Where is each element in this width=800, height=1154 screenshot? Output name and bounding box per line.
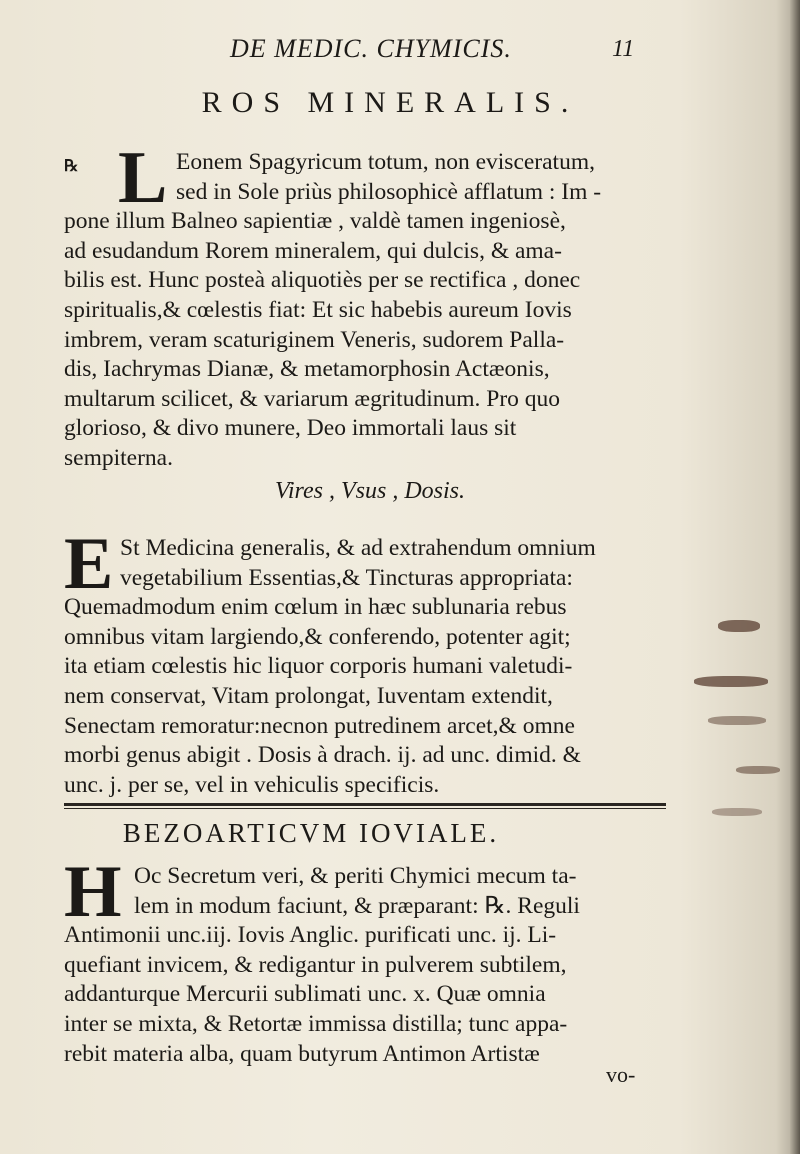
ink-stain: [712, 808, 762, 816]
text-line: unc. j. per se, vel in vehiculis specificis.: [64, 771, 440, 798]
section3-body: [64, 851, 674, 1069]
text-line: pone illum Balneo sapientiæ , valdè tamen ingeniosè,: [64, 208, 566, 235]
catchword: vo-: [606, 1062, 636, 1087]
text-line: imbrem, veram scaturiginem Veneris, sudorem Palla-: [64, 326, 565, 353]
section2-body: [64, 523, 674, 800]
text-line: omnibus vitam largiendo,& conferendo, potenter agit;: [64, 623, 571, 650]
drop-cap-e: E: [64, 523, 114, 605]
text-line: bilis est. Hunc posteà aliquotiès per se rectifica , donec: [64, 267, 581, 294]
text-line: morbi genus abigit . Dosis à drach. ij. ad unc. dimid. &: [64, 742, 581, 769]
text-line: dis, Iachrymas Dianæ, & metamorphosin Actæonis,: [64, 356, 550, 383]
page-edge-shadow: [790, 0, 800, 1154]
text-line: Eonem Spagyricum totum, non evisceratum,: [176, 149, 595, 175]
drop-cap-l: L: [118, 137, 168, 219]
section1-body: [64, 137, 674, 474]
subsection-title-vires-usus-dosis: Vires , Vsus , Dosis.: [274, 478, 465, 504]
text-line: Quemadmodum enim cœlum in hæc sublunaria rebus: [64, 594, 567, 621]
section-divider-rule-thin: [64, 808, 666, 809]
recipe-mark: ℞: [64, 158, 79, 175]
ink-stain: [736, 766, 780, 774]
text-line: vegetabilium Essentias,& Tincturas appropriata:: [120, 564, 573, 591]
text-line: glorioso, & divo munere, Deo immortali laus sit: [64, 415, 517, 442]
text-line: Senectam remoratur:necnon putredinem arcet,& omne: [64, 712, 575, 739]
text-line: lem in modum faciunt, & præparant: ℞. Reguli: [134, 892, 580, 919]
text-line: sed in Sole priùs philosophicè afflatum : Im -: [176, 178, 602, 205]
text-line: addanturque Mercurii sublimati unc. x. Quæ omnia: [64, 981, 546, 1008]
text-line: quefiant invicem, & redigantur in pulverem subtilem,: [64, 951, 567, 978]
text-line: spiritualis,& cœlestis fiat: Et sic habebis aureum Iovis: [64, 296, 572, 323]
ink-stain: [694, 676, 768, 687]
text-line: multarum scilicet, & variarum ægritudinum. Pro quo: [64, 385, 561, 412]
text-line: ad esudandum Rorem mineralem, qui dulcis, & ama-: [64, 237, 562, 264]
text-line: sempiterna.: [64, 444, 173, 471]
page-number: 11: [612, 36, 635, 62]
text-line: rebit materia alba, quam butyrum Antimon Artistæ: [64, 1040, 540, 1067]
section-divider-rule: [64, 803, 666, 806]
ink-stain: [708, 716, 766, 725]
text-line: ita etiam cœlestis hic liquor corporis humani valetudi-: [64, 653, 573, 680]
running-title: DE MEDIC. CHYMICIS.: [230, 34, 512, 63]
section-title-ros-mineralis: ROS MINERALIS.: [201, 86, 579, 119]
drop-cap-h: H: [64, 851, 122, 933]
text-line: inter se mixta, & Retortæ immissa distilla; tunc appa-: [64, 1010, 568, 1037]
text-line: Oc Secretum veri, & periti Chymici mecum ta-: [134, 863, 577, 889]
text-line: Antimonii unc.iij. Iovis Anglic. purificati unc. ij. Li-: [64, 922, 557, 949]
ink-stain: [718, 620, 760, 632]
text-line: nem conservat, Vitam prolongat, Iuventam extendit,: [64, 682, 553, 709]
text-line: St Medicina generalis, & ad extrahendum omnium: [120, 535, 596, 561]
section-title-bezoarticum-ioviale: BEZOARTICVM IOVIALE.: [122, 818, 500, 848]
